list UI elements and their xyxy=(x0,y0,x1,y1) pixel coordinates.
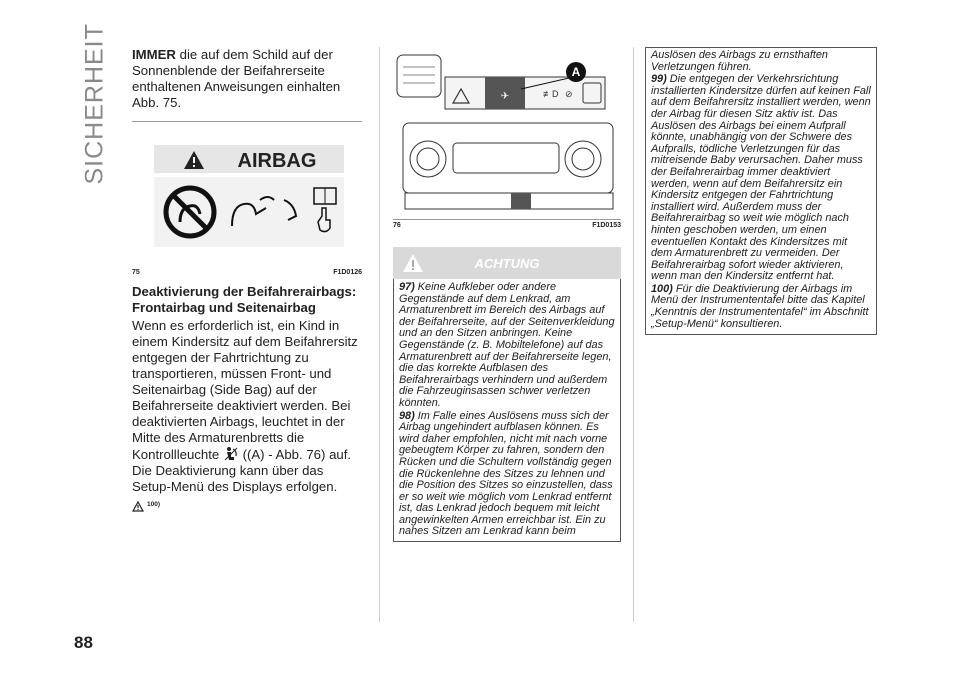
warning-triangle-icon xyxy=(132,501,144,512)
figure-number: 75 xyxy=(132,269,140,276)
svg-text:✈: ✈ xyxy=(500,91,510,102)
warning-item: 97) Keine Aufkleber oder andere Gegenstände auf dem Lenkrad, am Armaturenbrett im Bereich des Airbags auf der Beifahrerseite, auf der Seitenverkleidung und an den Sitzen anbringen. Keine Gegenstände (z. B. Mobiltelefone) auf das Armaturenbrett auf der Beifahrerseite legen, die das korrekte Aufblasen des Beifahrerairbags verhindern und außerdem die Fahrzeuginsassen schwer verletzen könnten. xyxy=(399,281,615,409)
svg-text:≢D: ≢D xyxy=(543,89,559,99)
warning-box xyxy=(393,279,621,542)
page-number: 88 xyxy=(74,633,93,652)
body-paragraph: Wenn es erforderlich ist, ein Kind in einem Kindersitz auf dem Beifahrersitz entgegen der Fahrtrichtung zu transportieren, müssen Front- und Seitenairbag (Side Bag) auf der Beifahrerseite deaktiviert werden. Bei deaktivierten Airbags, leuchtet in der Mitte des Armaturenbretts die Kontrollleuchte ((A) - Abb. 76) auf. Die Deaktivierung kann über das Setup-Menü des Displays erfolgen. xyxy=(132,318,358,494)
warning-continued-text: Auslösen des Airbags zu ernsthaften Verletzungen führen. xyxy=(651,49,828,73)
section-heading: Deaktivierung der Beifahrerairbags: Frontairbag und Seitenairbag xyxy=(132,284,357,315)
column-3 xyxy=(645,47,877,335)
figure-code: F1D0153 xyxy=(592,222,621,229)
dashboard-image xyxy=(393,47,621,214)
warning-header xyxy=(393,247,621,279)
column-divider xyxy=(379,47,380,622)
warning-box-continued xyxy=(645,47,877,335)
section-title: SICHERHEIT xyxy=(80,23,109,185)
intro-paragraph: IMMER die auf dem Schild auf der Sonnenblende der Beifahrerseite enthaltenen Anweisungen einhalten Abb. 75. xyxy=(132,47,341,110)
warning-title: ACHTUNG xyxy=(474,256,540,271)
callout-marker: A xyxy=(571,65,581,79)
warning-item: 100) Für die Deaktivierung der Airbags im Menü der Instrumententafel bitte das Kapitel „Kenntnis der Instrumententafel“ im Abschnitt „Setup-Menü“ konsultieren. xyxy=(651,282,869,330)
warning-item: 99) Die entgegen der Verkehrsrichtung installierten Kindersitze dürfen auf keinen Fall auf dem Beifahrersitz installiert werden, wenn der Airbag für diesen Sitz aktiv ist. Das Auslösen des Airbags bei einem Aufprall könnte, unabhängig von der Schwere des Aufpralls, tödliche Verletzungen für das mitreisende Baby verursachen. Daher muss der Beifahrerairbag immer deaktiviert werden, wenn auf dem Beifahrersitz ein Kindersitz entgegen der Fahrtrichtung installiert wird. Außerdem muss der Beifahrerairbag so weit wie möglich nach hinten geschoben werden, um einen eventuellen Kontakt des Kindersitzes mit dem Armaturenbrett zu vermeiden. Der Beifahrerairbag sofort wieder aktivieren, wenn man den Kindersitz entfernt hat. xyxy=(651,73,871,283)
warning-item: 98) Im Falle eines Auslösens muss sich der Airbag ungehindert aufblasen können. Es wird daher empfohlen, nicht mit nach vorne gebeugtem Körper zu fahren, sondern den Rücken und die Schultern vollständig gegen die Rückenlehne des Sitzes zu lehnen und die Position des Sitzes so einzustellen, dass er so weit wie möglich vom Lenkrad entfernt ist, das Lenkrad jedoch bequem mit leicht angewinkelten Armen erreichbar ist. Ein zu nahes Sitzen am Lenkrad kann beim xyxy=(399,409,613,538)
airbag-label-text: AIRBAG xyxy=(237,150,317,172)
column-1 xyxy=(132,47,362,512)
figure-75 xyxy=(132,121,362,276)
airbag-label-image xyxy=(132,122,362,262)
svg-text:⊘: ⊘ xyxy=(565,89,573,99)
figure-number: 76 xyxy=(393,222,401,229)
warning-reference xyxy=(132,501,362,512)
column-2 xyxy=(393,47,621,542)
passenger-airbag-off-icon xyxy=(223,446,239,462)
column-divider xyxy=(633,47,634,622)
figure-code: F1D0126 xyxy=(333,269,362,276)
reference-number: 100) xyxy=(147,501,161,508)
